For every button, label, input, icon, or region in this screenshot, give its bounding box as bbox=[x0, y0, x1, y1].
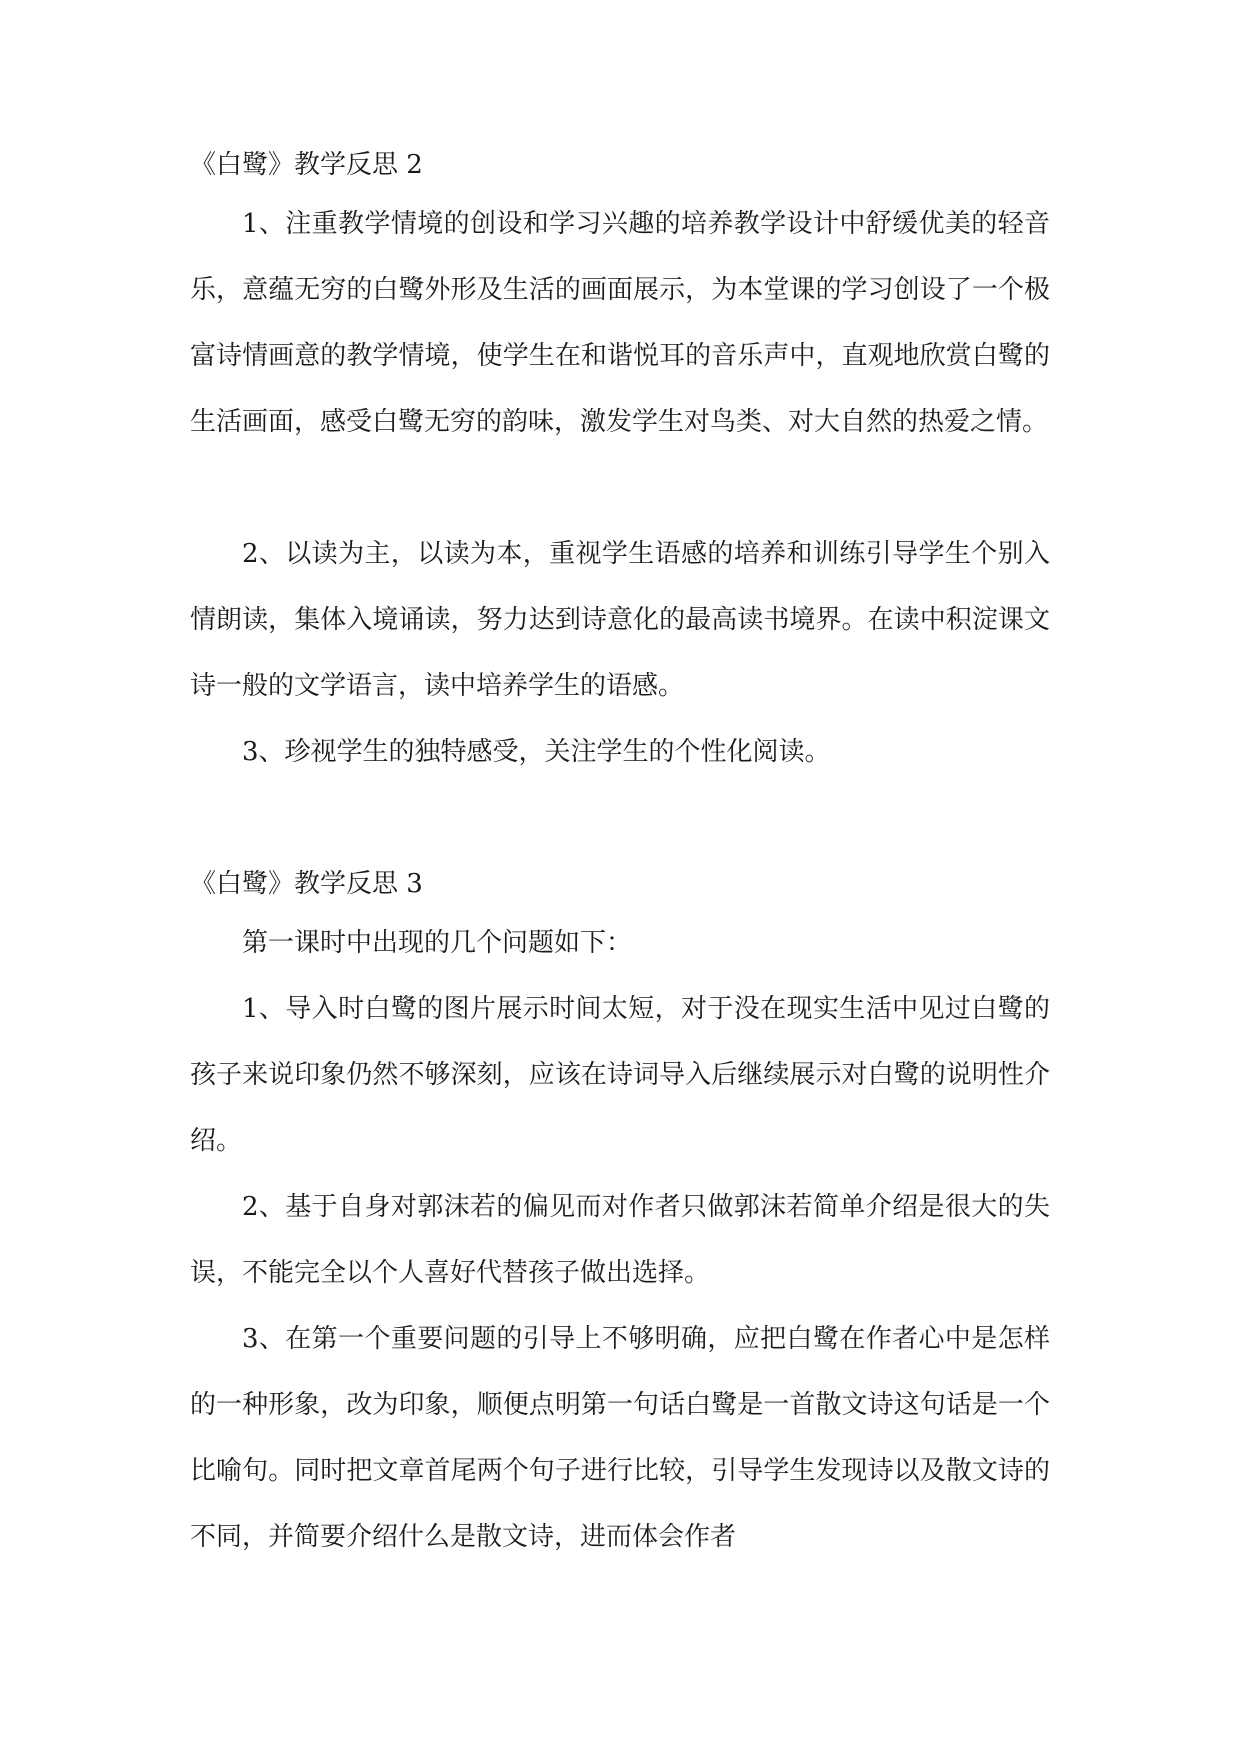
paragraph-2-2: 2、以读为主，以读为本，重视学生语感的培养和训练引导学生个别入情朗读，集体入境诵读，努力达到诗意化的最高读书境界。在读中积淀课文诗一般的文学语言，读中培养学生的语感。 bbox=[190, 539, 1050, 701]
section-heading-2: 《白鹭》教学反思 2 bbox=[190, 150, 423, 180]
paragraph-3-2: 2、基于自身对郭沫若的偏见而对作者只做郭沫若简单介绍是很大的失误，不能完全以个人喜好代替孩子做出选择。 bbox=[190, 1192, 1050, 1288]
paragraph-2-1: 1、注重教学情境的创设和学习兴趣的培养教学设计中舒缓优美的轻音乐，意蕴无穷的白鹭外形及生活的画面展示，为本堂课的学习创设了一个极富诗情画意的教学情境，使学生在和谐悦耳的音乐声中，直观地欣赏白鹭的生活画面，感受白鹭无穷的韵味，激发学生对鸟类、对大自然的热爱之情。 bbox=[190, 209, 1050, 437]
paragraph-3-1: 1、导入时白鹭的图片展示时间太短，对于没在现实生活中见过白鹭的孩子来说印象仍然不够深刻，应该在诗词导入后继续展示对白鹭的说明性介绍。 bbox=[190, 994, 1050, 1156]
paragraph-3-intro: 第一课时中出现的几个问题如下： bbox=[242, 928, 633, 958]
paragraph-2-3: 3、珍视学生的独特感受，关注学生的个性化阅读。 bbox=[242, 737, 831, 767]
paragraph-3-3: 3、在第一个重要问题的引导上不够明确，应把白鹭在作者心中是怎样的一种形象，改为印象，顺便点明第一句话白鹭是一首散文诗这句话是一个比喻句。同时把文章首尾两个句子进行比较，引导学生发现诗以及散文诗的不同，并简要介绍什么是散文诗，进而体会作者 bbox=[190, 1324, 1050, 1552]
section-heading-3: 《白鹭》教学反思 3 bbox=[190, 869, 423, 899]
